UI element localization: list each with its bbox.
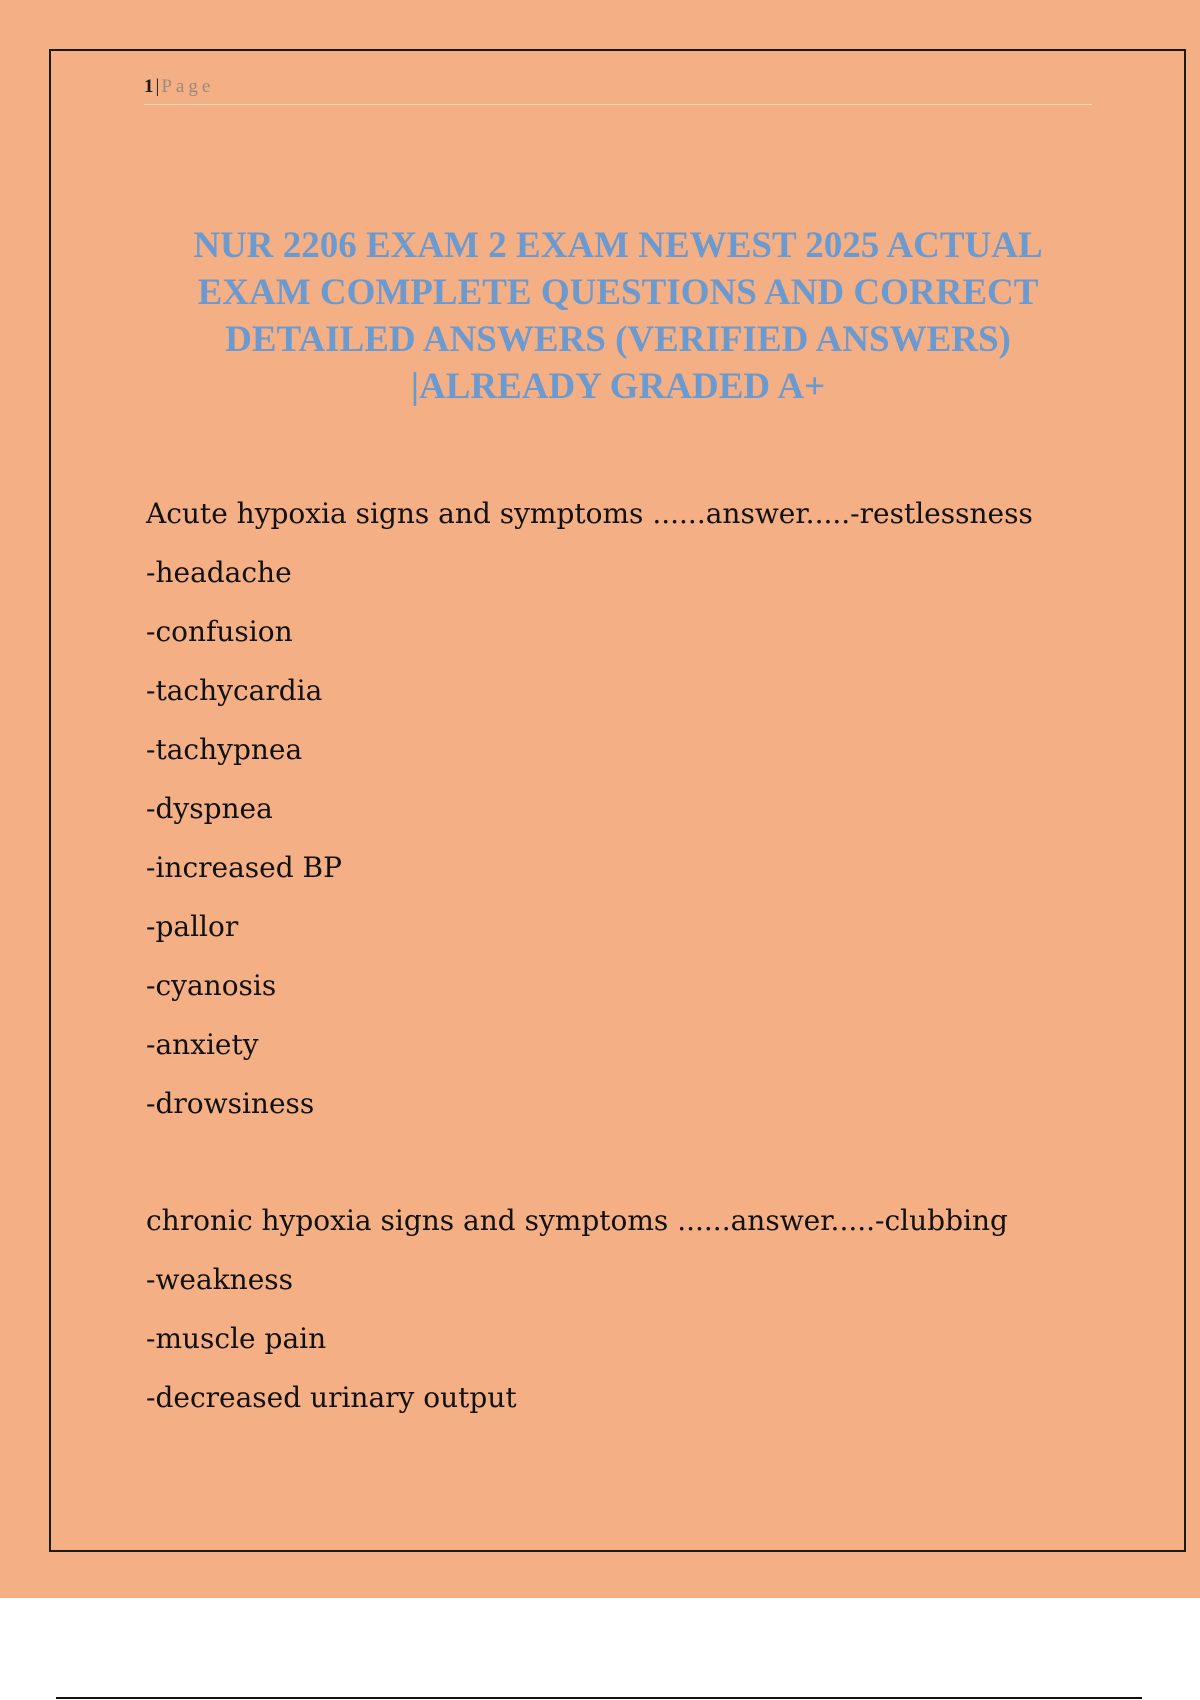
question-line: Acute hypoxia signs and symptoms ......answer.....-restlessness <box>146 497 1033 530</box>
answer-line: -pallor <box>146 910 239 943</box>
answer-line: -increased BP <box>146 851 342 884</box>
page-number: 1 <box>144 76 154 97</box>
answer-line: -tachypnea <box>146 733 303 766</box>
page-label: Page <box>161 76 215 97</box>
answer-line: -dyspnea <box>146 792 273 825</box>
answer-line: -drowsiness <box>146 1087 315 1120</box>
answer-line: -anxiety <box>146 1028 259 1061</box>
page-header <box>144 74 1092 105</box>
answer-line: -weakness <box>146 1263 293 1296</box>
answer-line: -muscle pain <box>146 1322 327 1355</box>
question-line: chronic hypoxia signs and symptoms ......answer.....-clubbing <box>146 1204 1008 1237</box>
page-number-separator: | <box>155 76 160 97</box>
question-block-chronic-hypoxia <box>146 1198 1086 1434</box>
document-title: NUR 2206 EXAM 2 EXAM NEWEST 2025 ACTUAL EXAM COMPLETE QUESTIONS AND CORRECT DETAILED ANSWERS (VERIFIED ANSWERS) |ALREADY GRADED A+ <box>193 225 1043 407</box>
question-answer-list <box>146 491 1086 1492</box>
question-block-acute-hypoxia <box>146 491 1086 1140</box>
answer-line: -cyanosis <box>146 969 277 1002</box>
answer-line: -headache <box>146 556 292 589</box>
bottom-divider <box>56 1697 1142 1699</box>
answer-line: -tachycardia <box>146 674 323 707</box>
answer-line: -confusion <box>146 615 293 648</box>
answer-line: -decreased urinary output <box>146 1381 517 1414</box>
